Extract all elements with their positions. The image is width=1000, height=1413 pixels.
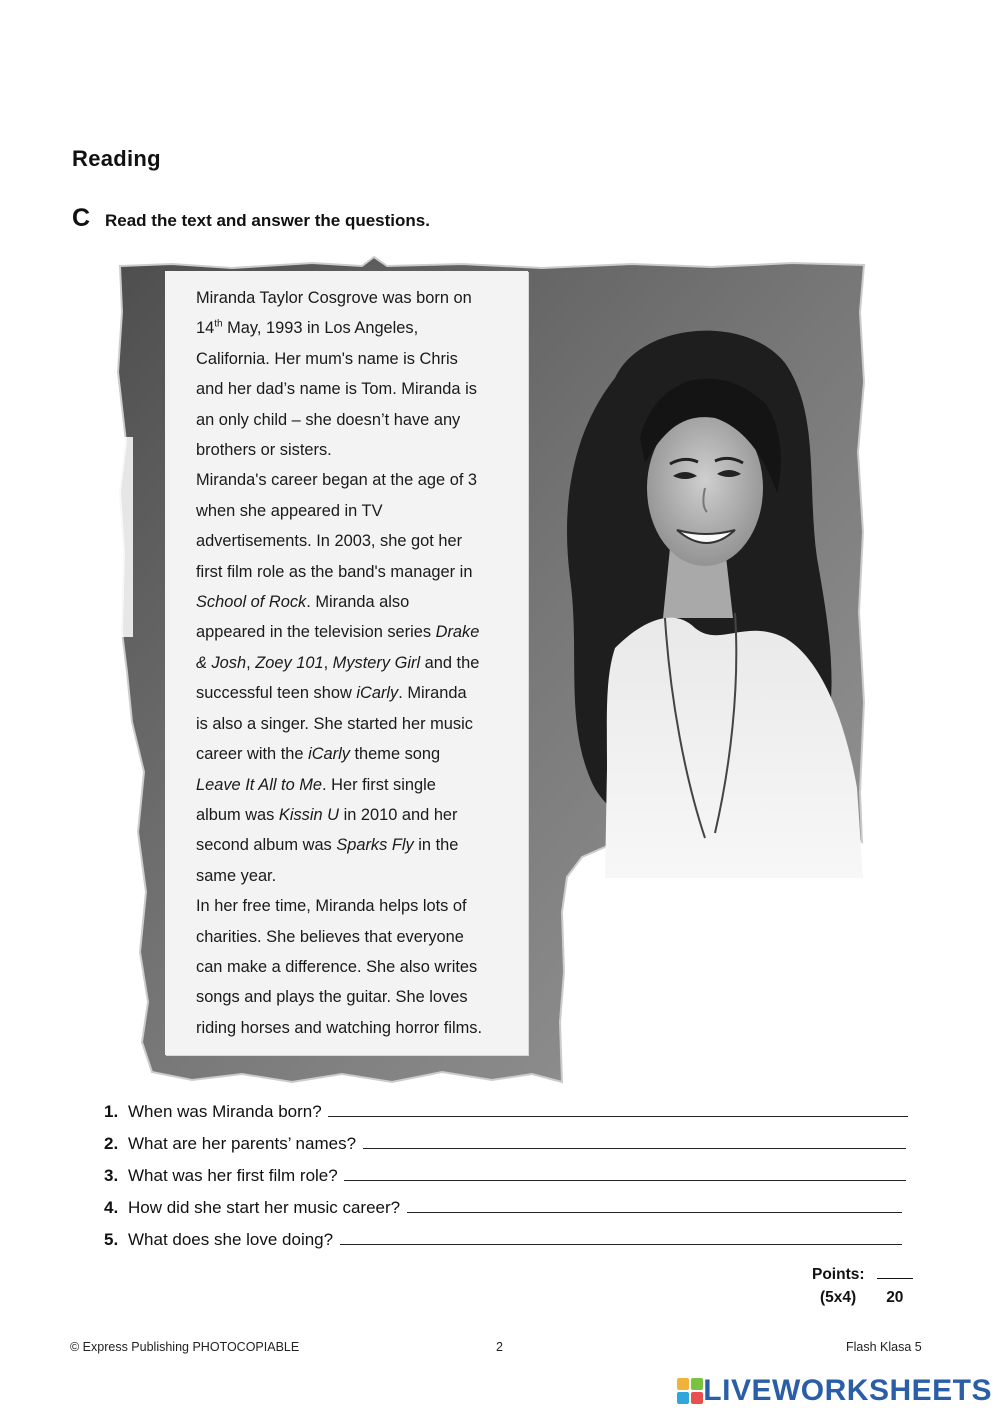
passage-text: iCarly [356,684,399,703]
passage-text: advertisements. In 2003, she got her [196,532,463,551]
passage-text: School of Rock [196,593,307,612]
passage-line [196,587,516,617]
passage-text: charities. She believes that everyone [196,927,464,946]
passage-line [196,739,516,769]
passage-line [196,891,516,921]
passage-line [196,344,516,374]
question-item [104,1165,908,1197]
passage-line [196,557,516,587]
passage-line [196,465,516,495]
passage-text: & Josh [196,653,247,672]
passage-text: is also a singer. She started her music [196,714,473,733]
passage-text: In her free time, Miranda helps lots of [196,897,467,916]
passage-text: 14 [196,319,215,338]
passage-text: riding horses and watching horror films. [196,1018,483,1037]
passage-text: songs and plays the guitar. She loves [196,988,468,1007]
passage-line [196,313,516,343]
passage-text: Zoey 101 [255,653,324,672]
question-item [104,1229,908,1261]
points-box [812,1264,913,1314]
footer-page-number: 2 [496,1340,503,1354]
passage-text: . Miranda [398,684,467,703]
passage-line [196,374,516,404]
passage-text: Miranda Taylor Cosgrove was born on [196,289,472,307]
passage-line [196,435,516,465]
passage-line [196,982,516,1012]
passage-text: . Miranda also [306,593,410,612]
passage-line [196,830,516,860]
passage-line [196,526,516,556]
passage-text: appeared in the television series [196,623,436,642]
passage-line [196,648,516,678]
logo-tile [677,1392,689,1404]
passage-text: California. Her mum's name is Chris [196,349,458,368]
passage-text: , [323,653,333,672]
passage-line [196,952,516,982]
reading-passage [196,283,516,1043]
passage-text: brothers or sisters. [196,441,332,460]
question-number: 4. [104,1198,119,1217]
points-label: Points: [812,1266,865,1283]
passage-text: in 2010 and her [339,805,458,824]
portrait-photo [545,318,875,878]
question-item [104,1133,908,1165]
passage-line [196,496,516,526]
question-number: 3. [104,1166,119,1185]
passage-line [196,678,516,708]
torn-paper-tab [117,437,133,637]
logo-tile [691,1392,703,1404]
passage-text: Drake [435,623,480,642]
answer-line[interactable] [363,1133,906,1149]
passage-text: May, 1993 in Los Angeles, [222,319,419,338]
passage-text: . Her first single [322,775,436,794]
answer-line[interactable] [407,1197,902,1213]
question-number: 5. [104,1230,119,1249]
question-text: How did she start her music career? [128,1198,405,1217]
passage-line [196,800,516,830]
passage-line [196,922,516,952]
passage-text: and her dad’s name is Tom. Miranda is [196,380,477,399]
passage-text: Sparks Fly [336,836,414,855]
passage-text: album was [196,805,279,824]
passage-text: when she appeared in TV [196,501,383,520]
footer-copyright: © Express Publishing PHOTOCOPIABLE [70,1340,300,1354]
answer-line[interactable] [344,1165,906,1181]
liveworksheets-logo [677,1374,992,1408]
question-number: 1. [104,1102,119,1121]
passage-text: iCarly [308,745,350,764]
footer-book-title: Flash Klasa 5 [846,1340,922,1354]
passage-text: and the [420,653,480,672]
passage-line [196,709,516,739]
liveworksheets-wordmark: LIVEWORKSHEETS [703,1374,992,1407]
points-total: 20 [886,1289,904,1306]
passage-text: Mystery Girl [332,653,421,672]
passage-text: in the [413,836,459,855]
passage-line [196,405,516,435]
passage-line [196,283,516,313]
passage-text: can make a difference. She also writes [196,957,478,976]
question-text: What are her parents’ names? [128,1134,361,1153]
question-item [104,1197,908,1229]
section-heading: Reading [72,146,161,171]
answer-line[interactable] [340,1229,902,1245]
question-number: 2. [104,1134,119,1153]
logo-tile [677,1378,689,1390]
passage-text: theme song [349,745,441,764]
liveworksheets-icon [677,1378,703,1404]
passage-text: second album was [196,836,337,855]
passage-line [196,1013,516,1043]
passage-text: th [214,318,223,330]
passage-text: career with the [196,745,309,764]
passage-line [196,770,516,800]
passage-line [196,617,516,647]
task-instruction: Read the text and answer the questions. [105,211,430,230]
passage-text: Miranda's career began at the age of 3 [196,471,478,490]
question-text: What was her first film role? [128,1166,343,1185]
question-item [104,1101,908,1133]
question-text: When was Miranda born? [128,1102,327,1121]
passage-text: an only child – she doesn’t have any [196,410,461,429]
passage-text: Kissin U [278,805,340,824]
passage-text: successful teen show [196,684,357,703]
question-list [104,1101,908,1261]
points-formula: (5x4) [820,1289,857,1306]
question-text: What does she love doing? [128,1230,338,1249]
task-header [72,204,430,233]
passage-text: , [246,653,256,672]
passage-text: same year. [196,866,277,885]
passage-line [196,861,516,891]
passage-text: Leave It All to Me [196,775,323,794]
task-letter: C [72,204,91,232]
passage-text: first film role as the band's manager in [196,562,473,581]
answer-line[interactable] [328,1101,908,1117]
points-blank[interactable] [877,1264,913,1279]
logo-tile [691,1378,703,1390]
